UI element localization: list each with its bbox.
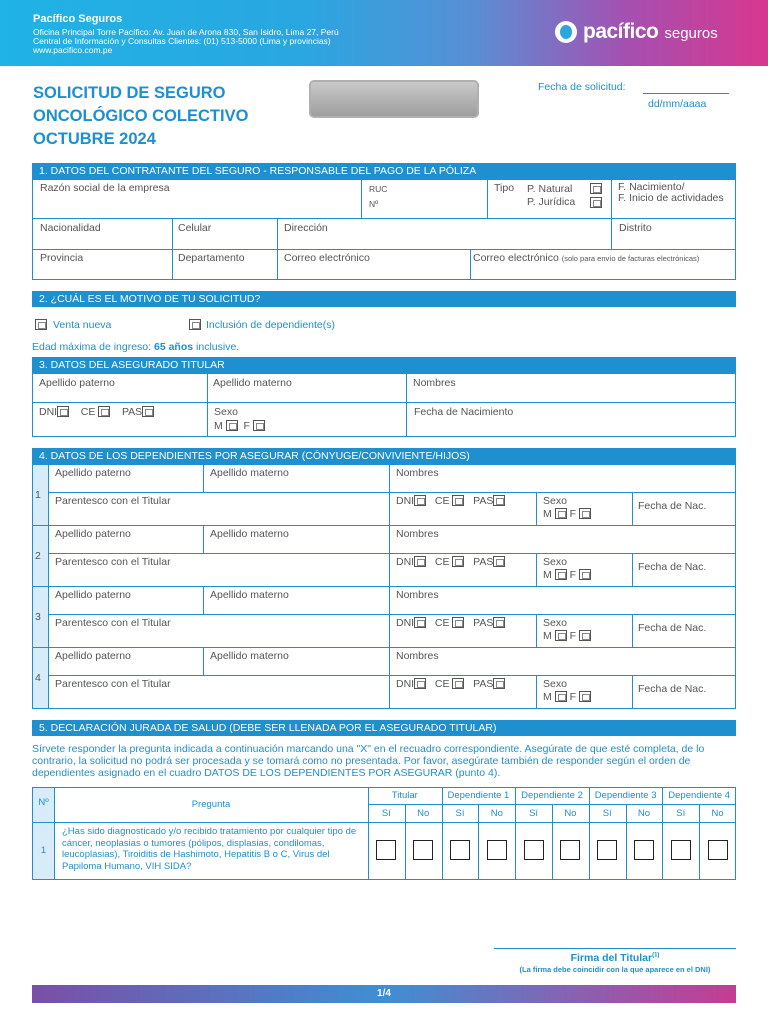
dep-fecha-nac-label: Fecha de Nac. [638,622,707,634]
dep-fecha-nac-label: Fecha de Nac. [638,683,707,695]
firma-line[interactable] [494,948,736,949]
dep-ap-materno-label: Apellido materno [210,467,289,479]
dep-nombres-label: Nombres [396,528,439,540]
no-answer-box[interactable] [487,840,507,860]
group-header: Dependiente 3 [594,790,657,801]
dep-fecha-nac-label: Fecha de Nac. [638,561,707,573]
dep-m-checkbox[interactable] [555,691,567,702]
firma-note: (La firma debe coincidir con la que aparece en el DNI) [519,965,711,974]
dep-sexo-label: Sexo [543,556,567,568]
inclusion-label: Inclusión de dependiente(s) [206,319,336,331]
question-number: 1 [40,845,47,856]
section4-heading: 4. DATOS DE LOS DEPENDIENTES POR ASEGURAR (CÓNYUGE/CONVIVIENTE/HIJOS) [32,448,736,464]
dep-m-checkbox[interactable] [555,508,567,519]
logo-mark-icon [555,21,577,43]
si-header: Sí [455,808,465,819]
company-website: www.pacifico.com.pe [33,45,113,55]
no-answer-box[interactable] [708,840,728,860]
dep-parentesco-label: Parentesco con el Titular [55,556,171,568]
dep-ap-paterno-label: Apellido paterno [55,467,131,479]
no-header: No [490,808,503,819]
dep-dni-checkbox[interactable] [414,678,426,689]
correo-label: Correo electrónico [284,252,370,264]
dep-fecha-nac-label: Fecha de Nac. [638,500,707,512]
dep-doc-group: DNI CE PAS [396,495,505,507]
venta-nueva-label: Venta nueva [53,319,112,331]
no-answer-box[interactable] [413,840,433,860]
dep-f-checkbox[interactable] [579,691,591,702]
ruc-label: RUC [369,184,388,194]
section2-heading: 2. ¿CUÁL ES EL MOTIVO DE TU SOLICITUD? [32,291,736,307]
dep-ce-checkbox[interactable] [452,678,464,689]
p-juridica-label: P. Jurídica [527,196,576,208]
dep-pas-checkbox[interactable] [493,678,505,689]
no-answer-box[interactable] [560,840,580,860]
p-juridica-checkbox[interactable] [590,197,602,208]
logo-sub-text: seguros [664,25,718,42]
f-nacimiento-label: F. Nacimiento/ [618,181,685,193]
dep-ap-paterno-label: Apellido paterno [55,528,131,540]
dep-ap-materno-label: Apellido materno [210,650,289,662]
dep-sexo-options: M F [543,630,591,642]
pacifico-logo [555,20,718,44]
departamento-label: Departamento [178,252,245,264]
dep-parentesco-label: Parentesco con el Titular [55,617,171,629]
dependiente-row-number: 1 [35,489,41,501]
titular-m-checkbox[interactable] [226,420,238,431]
correo-facturas-label: Correo electrónico (solo para envío de facturas electrónicas) [473,252,700,264]
dependiente-row-number: 3 [35,611,41,623]
barcode-placeholder [309,80,479,118]
company-contact: Central de Información y Consultas Clientes: (01) 513-5000 (Lima y provincias) [33,36,331,46]
col-nro-header: Nº [38,797,49,808]
dep-sexo-options: M F [543,691,591,703]
dep-dni-checkbox[interactable] [414,495,426,506]
si-answer-box[interactable] [376,840,396,860]
dep-sexo-options: M F [543,508,591,520]
dep-parentesco-label: Parentesco con el Titular [55,495,171,507]
dep-sexo-label: Sexo [543,617,567,629]
edad-maxima-note: Edad máxima de ingreso: 65 años inclusive. [32,341,240,353]
titular-sexo-options: M F [214,420,265,432]
dep-pas-checkbox[interactable] [493,617,505,628]
logo-main-text: pacífico [583,20,659,43]
no-answer-box[interactable] [634,840,654,860]
section3-heading: 3. DATOS DEL ASEGURADO TITULAR [32,357,736,373]
provincia-label: Provincia [40,252,84,264]
dep-nombres-label: Nombres [396,467,439,479]
p-natural-label: P. Natural [527,183,573,195]
dep-m-checkbox[interactable] [555,569,567,580]
col-pregunta-header: Pregunta [191,799,231,810]
dep-ap-paterno-label: Apellido paterno [55,650,131,662]
dep-pas-checkbox[interactable] [493,495,505,506]
nro-label: Nº [369,199,379,209]
si-header: Sí [602,808,612,819]
inclusion-checkbox[interactable] [189,319,201,330]
company-name: Pacífico Seguros [33,13,123,25]
direccion-label: Dirección [284,222,328,234]
firma-titular-label: Firma del Titular$^{(1)}$ [570,952,660,964]
si-header: Sí [381,808,391,819]
section5-heading: 5. DECLARACIÓN JURADA DE SALUD (DEBE SER LLENADA POR EL ASEGURADO TITULAR) [32,720,736,736]
dep-f-checkbox[interactable] [579,630,591,641]
titular-ap-paterno-label: Apellido paterno [39,377,115,389]
celular-label: Celular [178,222,212,234]
dep-ce-checkbox[interactable] [452,495,464,506]
dep-f-checkbox[interactable] [579,569,591,580]
dep-dni-checkbox[interactable] [414,556,426,567]
si-answer-box[interactable] [671,840,691,860]
group-header: Dependiente 4 [668,790,731,801]
section3-grid [32,373,736,437]
titular-f-checkbox[interactable] [253,420,265,431]
titular-ce-checkbox[interactable] [98,406,110,417]
no-header: No [637,808,651,819]
titular-pas-checkbox[interactable] [142,406,154,417]
dep-sexo-label: Sexo [543,495,567,507]
no-header: No [564,808,577,819]
no-header: No [711,808,724,819]
si-answer-box[interactable] [597,840,617,860]
dep-sexo-label: Sexo [543,678,567,690]
group-header: Titular [391,790,418,801]
dep-nombres-label: Nombres [396,650,439,662]
dep-pas-checkbox[interactable] [493,556,505,567]
titular-nombres-label: Nombres [413,377,456,389]
dep-parentesco-label: Parentesco con el Titular [55,678,171,690]
dep-ap-materno-label: Apellido materno [210,589,289,601]
si-header: Sí [529,808,539,819]
titular-doc-group: DNI CE PAS [39,406,154,418]
fecha-input-line[interactable] [643,93,729,94]
dependiente-row-number: 2 [35,550,41,562]
dep-dni-checkbox[interactable] [414,617,426,628]
nacionalidad-label: Nacionalidad [40,222,101,234]
si-answer-box[interactable] [450,840,470,860]
f-inicio-label: F. Inicio de actividades [618,192,724,204]
fecha-format: dd/mm/aaaa [648,98,707,110]
dep-ap-materno-label: Apellido materno [210,528,289,540]
question-text: ¿Has sido diagnosticado y/o recibido tratamiento por cualquier tipo de cáncer, neoplasias o tumores (pólipos, displasias, condilomas, leucoplasias), Tiroiditis de Hashimoto, Hepatitis B o C, Virus del Papiloma Humano, VIH SIDA? [62,826,357,872]
titular-fecha-nac-label: Fecha de Nacimiento [414,406,514,418]
dep-ce-checkbox[interactable] [452,556,464,567]
titular-ap-materno-label: Apellido materno [213,377,292,389]
dep-doc-group: DNI CE PAS [396,678,505,690]
form-title: SOLICITUD DE SEGURO ONCOLÓGICO COLECTIVO OCTUBRE 2024 [33,84,249,148]
dep-doc-group: DNI CE PAS [396,556,505,568]
dep-doc-group: DNI CE PAS [396,617,505,629]
section5-instructions: Sírvete responder la pregunta indicada a continuación marcando una "X" en el recuadro correspondiente. Asegúrate de que esté completa, de lo contrario, la solicitud no podrá ser procesada y se tomará como no presentada. Por favor, asegúrate también de responder según el orden de dependientes asignado en el cuadro DATOS DE LOS DEPENDIENTES POR ASEGURAR (punto 4). [32,743,705,779]
dep-m-checkbox[interactable] [555,630,567,641]
fecha-label: Fecha de solicitud: [538,81,626,93]
titular-dni-checkbox[interactable] [57,406,69,417]
venta-nueva-checkbox[interactable] [35,319,47,330]
dep-sexo-options: M F [543,569,591,581]
group-header: Dependiente 2 [521,790,583,801]
dep-nombres-label: Nombres [396,589,439,601]
distrito-label: Distrito [619,222,652,234]
no-header: No [417,808,430,819]
tipo-label: Tipo [494,182,515,194]
p-natural-checkbox[interactable] [590,183,602,194]
dep-ap-paterno-label: Apellido paterno [55,589,131,601]
page-number: 1/4 [32,985,736,1003]
si-header: Sí [676,808,686,819]
titular-sexo-label: Sexo [214,406,238,418]
section1-heading: 1. DATOS DEL CONTRATANTE DEL SEGURO - RESPONSABLE DEL PAGO DE LA PÓLIZA [32,163,736,179]
si-answer-box[interactable] [524,840,544,860]
company-address: Oficina Principal Torre Pacífico: Av. Juan de Arona 830, San Isidro, Lima 27, Perú [33,27,339,37]
dep-f-checkbox[interactable] [579,508,591,519]
dependiente-row-number: 4 [35,672,41,684]
razon-social-label: Razón social de la empresa [40,182,170,194]
group-header: Dependiente 1 [447,790,510,801]
dep-ce-checkbox[interactable] [452,617,464,628]
